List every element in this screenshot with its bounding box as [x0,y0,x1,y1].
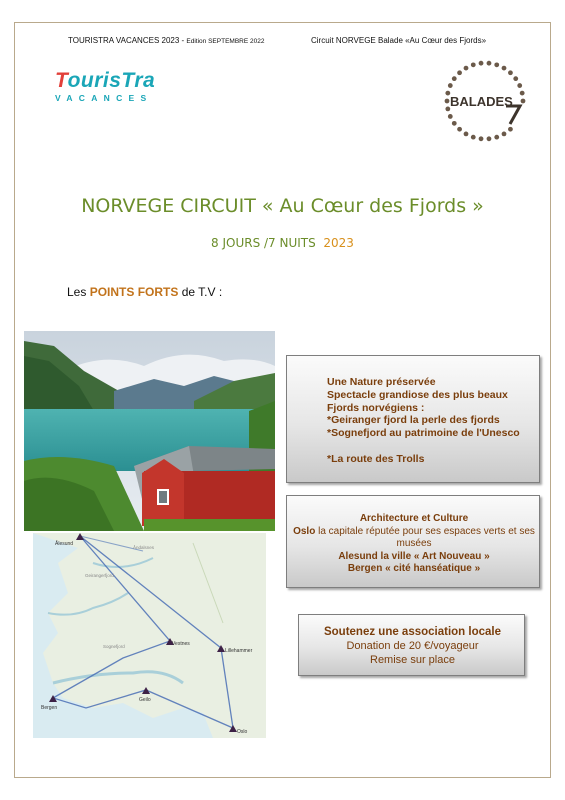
culture-title: Architecture et Culture [359,513,469,524]
touristra-logo-sub: VACANCES [55,93,153,103]
header-right: Circuit NORVEGE Balade «Au Cœur des Fjords» [311,36,487,45]
map-label-lillehammer: Lillehammer [225,648,253,654]
points-prefix: Les [67,285,90,299]
nature-line: *Geiranger fjord la perle des fjords [327,414,500,427]
balades-logo-text: BALADES [450,94,513,109]
header-edition: Edition SEPTEMBRE 2022 [186,38,265,45]
trip-duration [0,236,565,250]
map-label-alesund: Ålesund [55,541,74,547]
touristra-logo-rest: ourisTra [67,69,156,92]
route-map [33,533,266,738]
nature-line: Spectacle grandiose des plus beaux [327,388,508,401]
map-label-vestnes: Vestnes [172,641,190,647]
culture-box [286,495,540,588]
culture-box-text [287,513,541,576]
association-donation: Donation de 20 €/voyageur [346,640,479,652]
association-title: Soutenez une association locale [323,626,502,638]
association-remise: Remise sur place [370,654,455,666]
map-label-oslo: Oslo [237,729,248,735]
nature-line: Une Nature préservée [327,376,436,388]
touristra-logo-name [55,70,175,92]
nature-box-text [327,376,520,466]
association-box-text [299,625,526,667]
map-label-bergen: Bergen [41,705,58,711]
points-suffix: de T.V : [178,285,223,299]
culture-bergen: Bergen « cité hanséatique » [347,563,481,574]
header-left [68,36,264,45]
balades-logo [440,58,530,144]
touristra-logo [55,70,175,103]
map-label-sognefjord: Sognefjord [103,644,125,649]
culture-oslo-text: la capitale réputée pour ses espaces verts et ses musées [315,525,535,549]
touristra-logo-initial: T [55,69,68,92]
map-label-geirangerfjord: Geirangerfjord [85,573,114,578]
association-box [298,614,525,676]
nature-line: Fjords norvégiens : [327,401,425,414]
nature-box [286,355,540,483]
nature-trolls: *La route des Trolls [327,452,425,465]
nature-line: *Sognefjord au patrimoine de l'Unesco [327,427,520,440]
map-label-geilo: Geilo [139,697,151,703]
duration-text: 8 JOURS /7 NUITS [211,236,316,250]
culture-alesund: Alesund la ville « Art Nouveau » [338,550,490,562]
points-forts-heading [67,285,222,299]
fjord-photo [24,331,275,531]
year-text: 2023 [323,236,354,250]
points-strong: POINTS FORTS [89,285,179,299]
map-label-andalsnes: Åndalsnes [133,545,155,550]
header-left-main: TOURISTRA VACANCES 2023 - [68,36,187,45]
balades-logo-icon [440,58,530,144]
page-title: NORVEGE CIRCUIT « Au Cœur des Fjords » [81,195,484,217]
culture-oslo-bold: Oslo [293,525,316,537]
